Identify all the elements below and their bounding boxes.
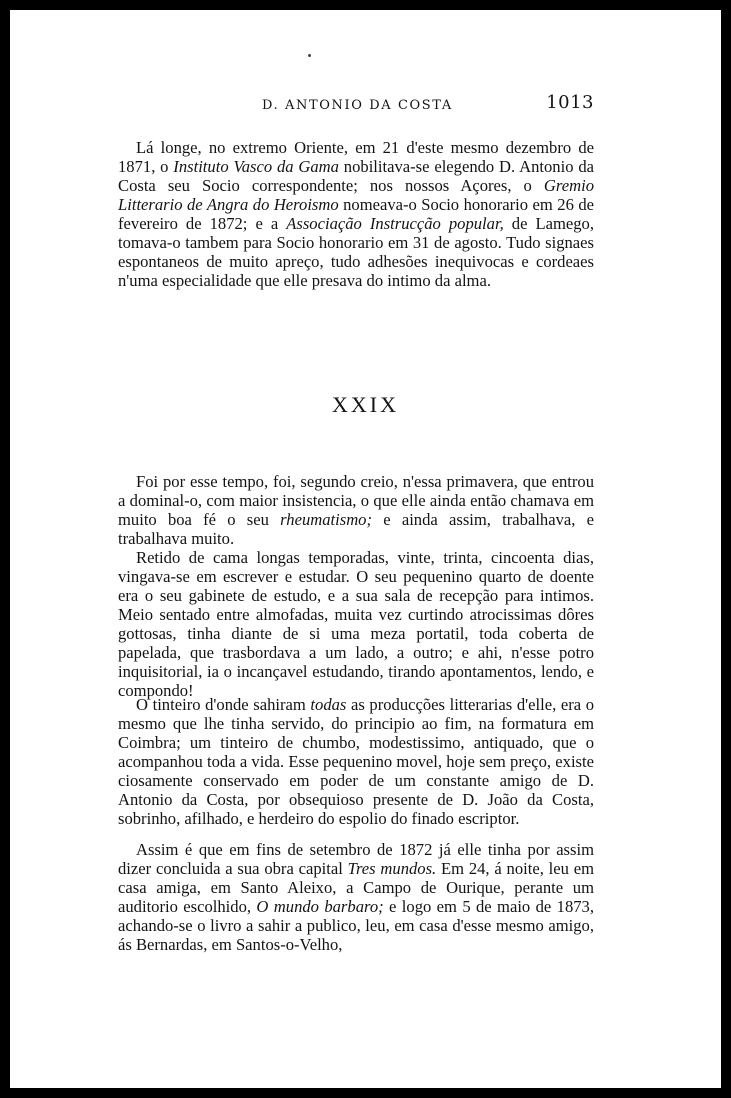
print-speck bbox=[308, 54, 311, 57]
italic-association-name: Associação Instrucção popular, bbox=[286, 214, 504, 234]
italic-todas: todas bbox=[310, 695, 347, 714]
italic-rheumatismo: rheumatismo; bbox=[280, 510, 373, 530]
paragraph-5: Assim é que em fins de setembro de 1872 já elle tinha por assim dizer concluida a sua obra capital Tres mundos. Em 24, á noite, leu em casa amiga, em Santo Aleixo, a Campo de Ourique, perante um auditorio escolhido, O mundo barbaro; e logo em 5 de maio de 1873, achando-se o livro a sahir a publico, leu, em casa d'esse mesmo amigo, ás Bernardas, em Santos-o-Velho, bbox=[118, 840, 595, 955]
paragraph-4: O tinteiro d'onde sahiram todas as producções litterarias d'elle, era o mesmo que lhe tinha servido, do principio ao fim, na formatura em Coimbra; um tinteiro de chumbo, modestissimo, antiquado, que o acompanhou toda a vida. Esse pequenino movel, hoje sem preço, existe ciosamente conservado em poder de um constante amigo de D. Antonio da Costa, por obsequioso presente de D. João da Costa, sobrinho, afilhado, e herdeiro do espolio do finado escriptor. bbox=[118, 695, 594, 829]
italic-mundo-barbaro: O mundo barbaro; bbox=[256, 897, 384, 917]
italic-institute-name: Instituto Vasco da Gama bbox=[173, 157, 339, 177]
paragraph-2: Foi por esse tempo, foi, segundo creio, n'essa primavera, que entrou a dominal-o, com maior insistencia, o que elle ainda então chamava em muito boa fé o seu rheumatismo; e ainda assim, trabalhava, e trabalhava muito. bbox=[118, 472, 594, 549]
running-header bbox=[262, 92, 594, 116]
page-number: 1013 bbox=[546, 92, 594, 113]
running-title: D. ANTONIO DA COSTA bbox=[262, 98, 453, 113]
paragraph-1: Lá longe, no extremo Oriente, em 21 d'este mesmo dezembro de 1871, o Instituto Vasco da Gama nobilitava-se elegendo D. Antonio da Costa seu Socio correspondente; nos nossos Açores, o Gremio Litterario de Angra do Heroismo nomeava-o Socio honorario em 26 de fevereiro de 1872; e a Associação Instrucção popular, de Lamego, tomava-o tambem para Socio honorario em 31 de agosto. Tudo signaes espontaneos de muito apreço, tudo adhesões inequivocas e cordeaes n'uma especialidade que elle presava do intimo da alma. bbox=[118, 138, 594, 291]
book-page bbox=[10, 10, 721, 1088]
italic-tres-mundos: Tres mundos. bbox=[347, 859, 437, 879]
chapter-heading: XXIX bbox=[332, 392, 399, 417]
italic-gremio-name: Gremio Litterario de Angra do Heroismo bbox=[118, 176, 594, 215]
paragraph-3: Retido de cama longas temporadas, vinte, trinta, cincoenta dias, vingava-se em escrever e estudar. O seu pequenino quarto de doente era o seu gabinete de estudo, e a sua sala de recepção para intimos. Meio sentado entre almofadas, muita vez curtindo atrocissimas dôres gottosas, tinha diante de si uma meza portatil, toda coberta de papelada, que trasbordava a um lado, a outro; e ahi, n'esse potro inquisitorial, ia o incançavel estudando, tirando apontamentos, lendo, e compondo! bbox=[118, 548, 594, 701]
